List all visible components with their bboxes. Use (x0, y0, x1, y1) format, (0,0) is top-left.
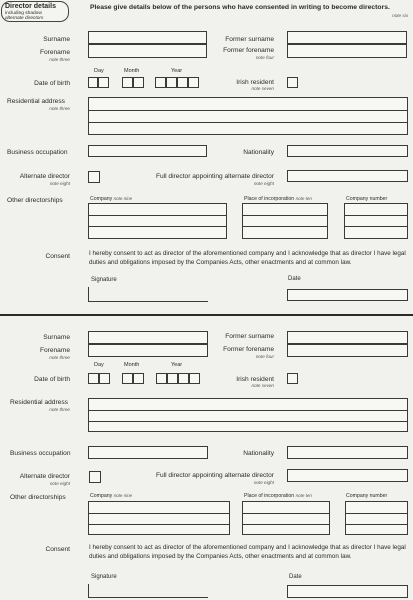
alternate-director-label: Alternate director (19, 173, 70, 180)
former-forename-note: note four (255, 55, 274, 60)
irish-resident-note-2: note seven (251, 383, 274, 388)
forename-field[interactable] (88, 44, 207, 58)
former-surname-label-2: Former surname (225, 333, 274, 340)
former-forename-field-2[interactable] (287, 344, 408, 357)
surname-label-2: Surname (43, 334, 70, 341)
dob-year-2-2[interactable] (167, 373, 178, 384)
business-occupation-label-2: Business occupation (10, 450, 71, 457)
irish-resident-label-2: Irish resident (236, 376, 274, 383)
residential-address-note: note three (49, 106, 70, 111)
former-surname-field-2[interactable] (287, 331, 408, 344)
dob-year-4[interactable] (188, 77, 199, 88)
nationality-field-2[interactable] (287, 446, 408, 459)
consent-label: Consent (45, 253, 70, 260)
day-label-2: Day (94, 362, 104, 368)
former-forename-field[interactable] (287, 44, 407, 58)
surname-label: Surname (43, 36, 70, 43)
dob-year-3-2[interactable] (178, 373, 189, 384)
company-number-table[interactable] (344, 203, 408, 239)
date-field[interactable] (287, 289, 408, 301)
section-title: Director details (5, 3, 56, 10)
residential-address-label: Residential address (7, 98, 65, 105)
other-directorships-label: Other directorships (7, 197, 63, 204)
residential-address-label-2: Residential address (10, 399, 68, 406)
alternate-director-label-2: Alternate director (19, 473, 70, 480)
forename-label: Forename (39, 49, 70, 56)
former-surname-label: Former surname (225, 36, 274, 43)
dob-day-2[interactable] (98, 77, 109, 88)
section-subtitle-2: alternate directors (5, 16, 44, 21)
irish-resident-note: note seven (251, 86, 274, 91)
company-label-2: Company note nine (90, 493, 133, 499)
month-label: Month (124, 68, 140, 74)
former-forename-note-2: note four (255, 354, 274, 359)
full-director-label: Full director appointing alternate director (155, 173, 274, 180)
company-label: Company note nine (90, 196, 133, 202)
signature-label: Signature (91, 277, 117, 283)
signature-label-2: Signature (91, 574, 117, 580)
place-incorporation-label: Place of incorporation note ten (244, 196, 312, 202)
date-field-2[interactable] (287, 585, 408, 598)
residential-address-note-2: note three (49, 407, 70, 412)
dob-year-3[interactable] (177, 77, 188, 88)
other-directorships-label-2: Other directorships (10, 494, 66, 501)
nationality-label-2: Nationality (243, 450, 274, 457)
dob-day-1-2[interactable] (88, 373, 99, 384)
irish-resident-checkbox-2[interactable] (287, 373, 298, 384)
alternate-director-note-2: note eight (49, 481, 70, 486)
month-label-2: Month (124, 362, 140, 368)
dob-day-2-2[interactable] (99, 373, 110, 384)
former-surname-field[interactable] (287, 31, 407, 44)
consent-text-2: I hereby consent to act as director of the aforementioned company and I acknowledge that as director I have legal duties and obligations imposed by the Companies Acts, other enactments and at common law. (89, 544, 406, 560)
dob-month-1[interactable] (122, 77, 133, 88)
full-director-note-2: note eight (253, 480, 274, 485)
company-number-label-2: Company number (346, 493, 388, 499)
alternate-director-note: note eight (49, 181, 70, 186)
full-director-field-2[interactable] (287, 469, 408, 482)
consent-text: I hereby consent to act as director of the aforementioned company and I acknowledge that as director I have legal duties and obligations imposed by the Companies Acts, other enactments and at common law. (89, 250, 406, 266)
section-divider (0, 314, 413, 316)
consent-label-2: Consent (45, 546, 70, 553)
alternate-director-checkbox-2[interactable] (89, 471, 101, 483)
irish-resident-label: Irish resident (236, 79, 274, 86)
place-incorporation-label-2: Place of incorporation note ten (244, 493, 312, 499)
instruction-note: note six (392, 13, 408, 18)
date-label-2: Date (289, 574, 302, 580)
dob-year-4-2[interactable] (189, 373, 200, 384)
dob-year-1[interactable] (155, 77, 166, 88)
nationality-label: Nationality (243, 149, 274, 156)
day-label: Day (94, 68, 104, 74)
nationality-field[interactable] (287, 145, 408, 157)
full-director-label-2: Full director appointing alternate director (155, 472, 274, 479)
full-director-note: note eight (253, 181, 274, 186)
instruction-text: Please give details below of the persons who have consented in writing to become directors. (90, 4, 390, 11)
signature-field[interactable] (88, 287, 208, 302)
forename-note: note three (49, 57, 70, 62)
forename-note-2: note three (49, 355, 70, 360)
residential-address-field-2[interactable] (88, 398, 408, 432)
place-incorporation-table-2[interactable] (242, 501, 330, 535)
irish-resident-checkbox[interactable] (287, 77, 298, 88)
alternate-director-checkbox[interactable] (88, 171, 100, 183)
company-table-2[interactable] (88, 501, 230, 535)
company-number-label: Company number (346, 196, 388, 202)
surname-field-2[interactable] (88, 331, 208, 344)
dob-year-2[interactable] (166, 77, 177, 88)
company-number-table-2[interactable] (345, 501, 408, 535)
business-occupation-field-2[interactable] (88, 446, 208, 459)
former-forename-label-2: Former forename (223, 346, 274, 353)
section-subtitle: including shadow (5, 11, 42, 16)
year-label: Year (171, 68, 183, 74)
dob-month-1-2[interactable] (122, 373, 133, 384)
dob-label-2: Date of birth (34, 376, 70, 383)
date-label: Date (288, 276, 301, 282)
dob-month-2-2[interactable] (133, 373, 144, 384)
full-director-field[interactable] (287, 170, 408, 182)
year-label-2: Year (171, 362, 183, 368)
dob-label: Date of birth (34, 80, 70, 87)
business-occupation-label: Business occupation (7, 149, 68, 156)
former-forename-label: Former forename (223, 47, 274, 54)
forename-label-2: Forename (39, 347, 70, 354)
signature-field-2[interactable] (88, 584, 208, 598)
company-table[interactable] (88, 203, 227, 239)
business-occupation-field[interactable] (88, 145, 207, 157)
residential-address-field[interactable] (88, 97, 408, 135)
dob-year-1-2[interactable] (156, 373, 167, 384)
forename-field-2[interactable] (88, 344, 208, 357)
place-incorporation-table[interactable] (242, 203, 328, 239)
surname-field[interactable] (88, 31, 207, 44)
dob-day-1[interactable] (88, 77, 98, 88)
dob-month-2[interactable] (133, 77, 144, 88)
